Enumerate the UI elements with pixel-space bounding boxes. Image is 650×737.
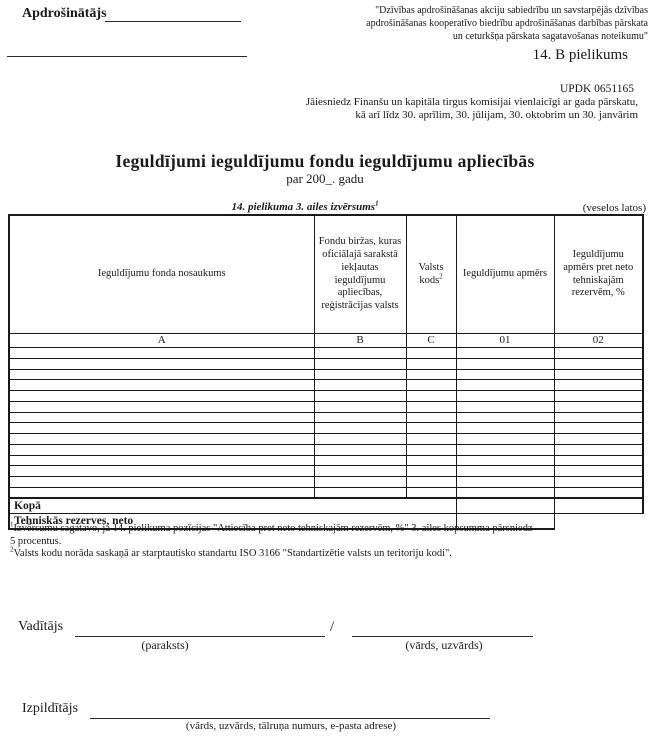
footnote-marker: 2	[10, 545, 14, 554]
empty-cell	[9, 455, 314, 466]
empty-row	[9, 358, 643, 369]
col-header-label: Fondu biržas, kuras oficiālajā sarakstā iekļautas ieguldījumu apliecības, reģistrācijas valsts	[318, 236, 402, 312]
empty-cell	[554, 444, 643, 455]
empty-row	[9, 466, 643, 477]
col-header-label: Ieguldījumu apmērs pret neto tehniskajām rezervēm, %	[563, 248, 634, 299]
regulation-quote-line: apdrošināšanas kooperatīvo biedrību apdrošināšanas darbības pārskata	[366, 18, 648, 29]
reserves-row-label: Tehniskās rezerves, neto	[9, 514, 456, 530]
table-note-text: 14. pielikuma 3. ailes izvērsums	[231, 201, 376, 213]
column-code: 01	[456, 334, 554, 348]
col-header-fund-name	[9, 215, 314, 334]
empty-row	[9, 391, 643, 402]
submission-note	[218, 96, 638, 121]
empty-rows	[9, 348, 643, 499]
total-row-label: Kopā	[9, 498, 456, 514]
form-period: par 200_. gadu	[286, 171, 364, 186]
col-header-amount-vs-reserves	[554, 215, 643, 334]
empty-cell	[554, 348, 643, 359]
regulation-quote	[268, 4, 648, 43]
form-title: Ieguldījumi ieguldījumu fondu ieguldījumu apliecībās	[115, 151, 535, 171]
empty-row	[9, 412, 643, 423]
empty-row	[9, 401, 643, 412]
empty-cell	[406, 412, 456, 423]
empty-cell	[554, 434, 643, 445]
table-note-footnote-marker: 1	[375, 199, 379, 208]
empty-cell	[9, 444, 314, 455]
empty-cell	[9, 466, 314, 477]
empty-cell	[406, 401, 456, 412]
leader-signature-line	[75, 636, 325, 637]
empty-cell	[456, 423, 554, 434]
empty-cell	[9, 434, 314, 445]
empty-cell	[9, 380, 314, 391]
empty-cell	[456, 358, 554, 369]
empty-cell	[406, 466, 456, 477]
empty-cell	[554, 412, 643, 423]
empty-cell	[314, 423, 406, 434]
empty-cell	[9, 348, 314, 359]
empty-cell	[406, 487, 456, 498]
empty-row	[9, 348, 643, 359]
empty-cell	[406, 455, 456, 466]
empty-row	[9, 455, 643, 466]
empty-row	[9, 369, 643, 380]
empty-cell	[314, 380, 406, 391]
col-header-investment-amount	[456, 215, 554, 334]
empty-cell	[554, 380, 643, 391]
empty-cell	[406, 477, 456, 488]
regulation-quote-line: un ceturkšņa pārskata sagatavošanas noteikumu"	[452, 31, 648, 42]
executor-label: Izpildītājs	[22, 701, 78, 716]
empty-cell	[456, 380, 554, 391]
footnote-2	[10, 545, 635, 561]
total-percent-cell	[554, 498, 643, 514]
footnote-1-continued: 5 procentus.	[10, 535, 62, 547]
empty-cell	[406, 434, 456, 445]
col-header-footnote-marker: 2	[439, 272, 443, 280]
empty-cell	[554, 358, 643, 369]
empty-cell	[406, 444, 456, 455]
empty-cell	[406, 348, 456, 359]
footnote-marker: 1	[10, 520, 14, 529]
empty-cell	[9, 487, 314, 498]
insurer-label: Apdrošinātājs	[22, 6, 107, 21]
table-header-row	[9, 215, 643, 334]
col-header-country-code	[406, 215, 456, 334]
col-header-label: Valsts kods	[418, 261, 444, 286]
leader-name-caption: (vārds, uzvārds)	[405, 638, 483, 652]
empty-cell	[406, 358, 456, 369]
table-note	[150, 201, 460, 213]
empty-cell	[456, 369, 554, 380]
leader-name-line	[352, 636, 533, 637]
column-code: A	[9, 334, 314, 348]
empty-cell	[554, 423, 643, 434]
empty-cell	[314, 412, 406, 423]
empty-row	[9, 434, 643, 445]
empty-cell	[314, 401, 406, 412]
empty-cell	[9, 412, 314, 423]
unit-note: (veselos latos)	[582, 202, 646, 214]
empty-row	[9, 444, 643, 455]
empty-cell	[314, 455, 406, 466]
col-header-stock-exchange	[314, 215, 406, 334]
empty-cell	[456, 412, 554, 423]
empty-cell	[314, 477, 406, 488]
investments-table	[8, 214, 644, 530]
empty-cell	[456, 348, 554, 359]
empty-cell	[456, 444, 554, 455]
empty-cell	[314, 434, 406, 445]
empty-cell	[554, 391, 643, 402]
leader-signature-caption: (paraksts)	[141, 638, 189, 652]
empty-cell	[314, 358, 406, 369]
column-codes-row	[9, 334, 643, 348]
updk-code: UPDK 0651165	[559, 83, 634, 95]
col-header-label: Ieguldījumu fonda nosaukums	[97, 268, 226, 280]
empty-cell	[554, 401, 643, 412]
empty-cell	[314, 466, 406, 477]
signature-separator: /	[330, 619, 335, 635]
empty-cell	[456, 401, 554, 412]
empty-cell	[456, 455, 554, 466]
column-code: 02	[554, 334, 643, 348]
empty-cell	[314, 369, 406, 380]
regulation-quote-line: "Dzīvības apdrošināšanas akciju sabiedrību un savstarpējās dzīvības	[375, 5, 648, 16]
empty-cell	[9, 391, 314, 402]
empty-cell	[456, 487, 554, 498]
empty-cell	[456, 466, 554, 477]
empty-cell	[406, 423, 456, 434]
empty-cell	[314, 487, 406, 498]
total-row	[9, 498, 643, 514]
empty-cell	[406, 369, 456, 380]
footnote-text: Izvērsumu sagatavo, ja 14. pielikuma pozīcijas "Attiecība pret neto tehniskajām rezervēm, %" 3. ailes kopsumma pārsniedz	[13, 523, 533, 534]
empty-cell	[554, 369, 643, 380]
empty-cell	[554, 455, 643, 466]
column-code: C	[406, 334, 456, 348]
empty-cell	[406, 391, 456, 402]
annex-number: 14. B pielikums	[532, 47, 628, 63]
empty-cell	[314, 444, 406, 455]
submission-note-line: Jāiesniedz Finanšu un kapitāla tirgus komisijai vienlaicīgi ar gada pārskatu,	[305, 96, 638, 108]
empty-cell	[314, 348, 406, 359]
total-amount-cell	[456, 498, 554, 514]
empty-cell	[554, 466, 643, 477]
empty-cell	[554, 477, 643, 488]
empty-cell	[314, 391, 406, 402]
empty-cell	[9, 477, 314, 488]
submission-note-line: kā arī līdz 30. aprīlim, 30. jūlijam, 30. oktobrim un 30. janvārim	[355, 108, 638, 121]
leader-label: Vadītājs	[18, 619, 64, 634]
empty-cell	[9, 423, 314, 434]
executor-caption: (vārds, uzvārds, tālruņa numurs, e-pasta adrese)	[185, 720, 397, 732]
empty-cell	[406, 380, 456, 391]
insurer-fill-line	[105, 21, 241, 22]
empty-row	[9, 487, 643, 498]
empty-row	[9, 477, 643, 488]
insurer-fill-line-2	[7, 56, 247, 57]
empty-cell	[9, 401, 314, 412]
footnote-text: Valsts kodu norāda saskaņā ar starptautisko standartu ISO 3166 "Standartizētie valsts un teritoriju kodi".	[13, 548, 452, 560]
empty-cell	[456, 434, 554, 445]
empty-cell	[456, 391, 554, 402]
empty-cell	[456, 477, 554, 488]
empty-cell	[9, 369, 314, 380]
empty-cell	[9, 358, 314, 369]
empty-row	[9, 380, 643, 391]
col-header-label: Ieguldījumu apmērs	[462, 268, 548, 280]
empty-cell	[554, 487, 643, 498]
column-code: B	[314, 334, 406, 348]
empty-row	[9, 423, 643, 434]
executor-fill-line	[90, 718, 490, 719]
